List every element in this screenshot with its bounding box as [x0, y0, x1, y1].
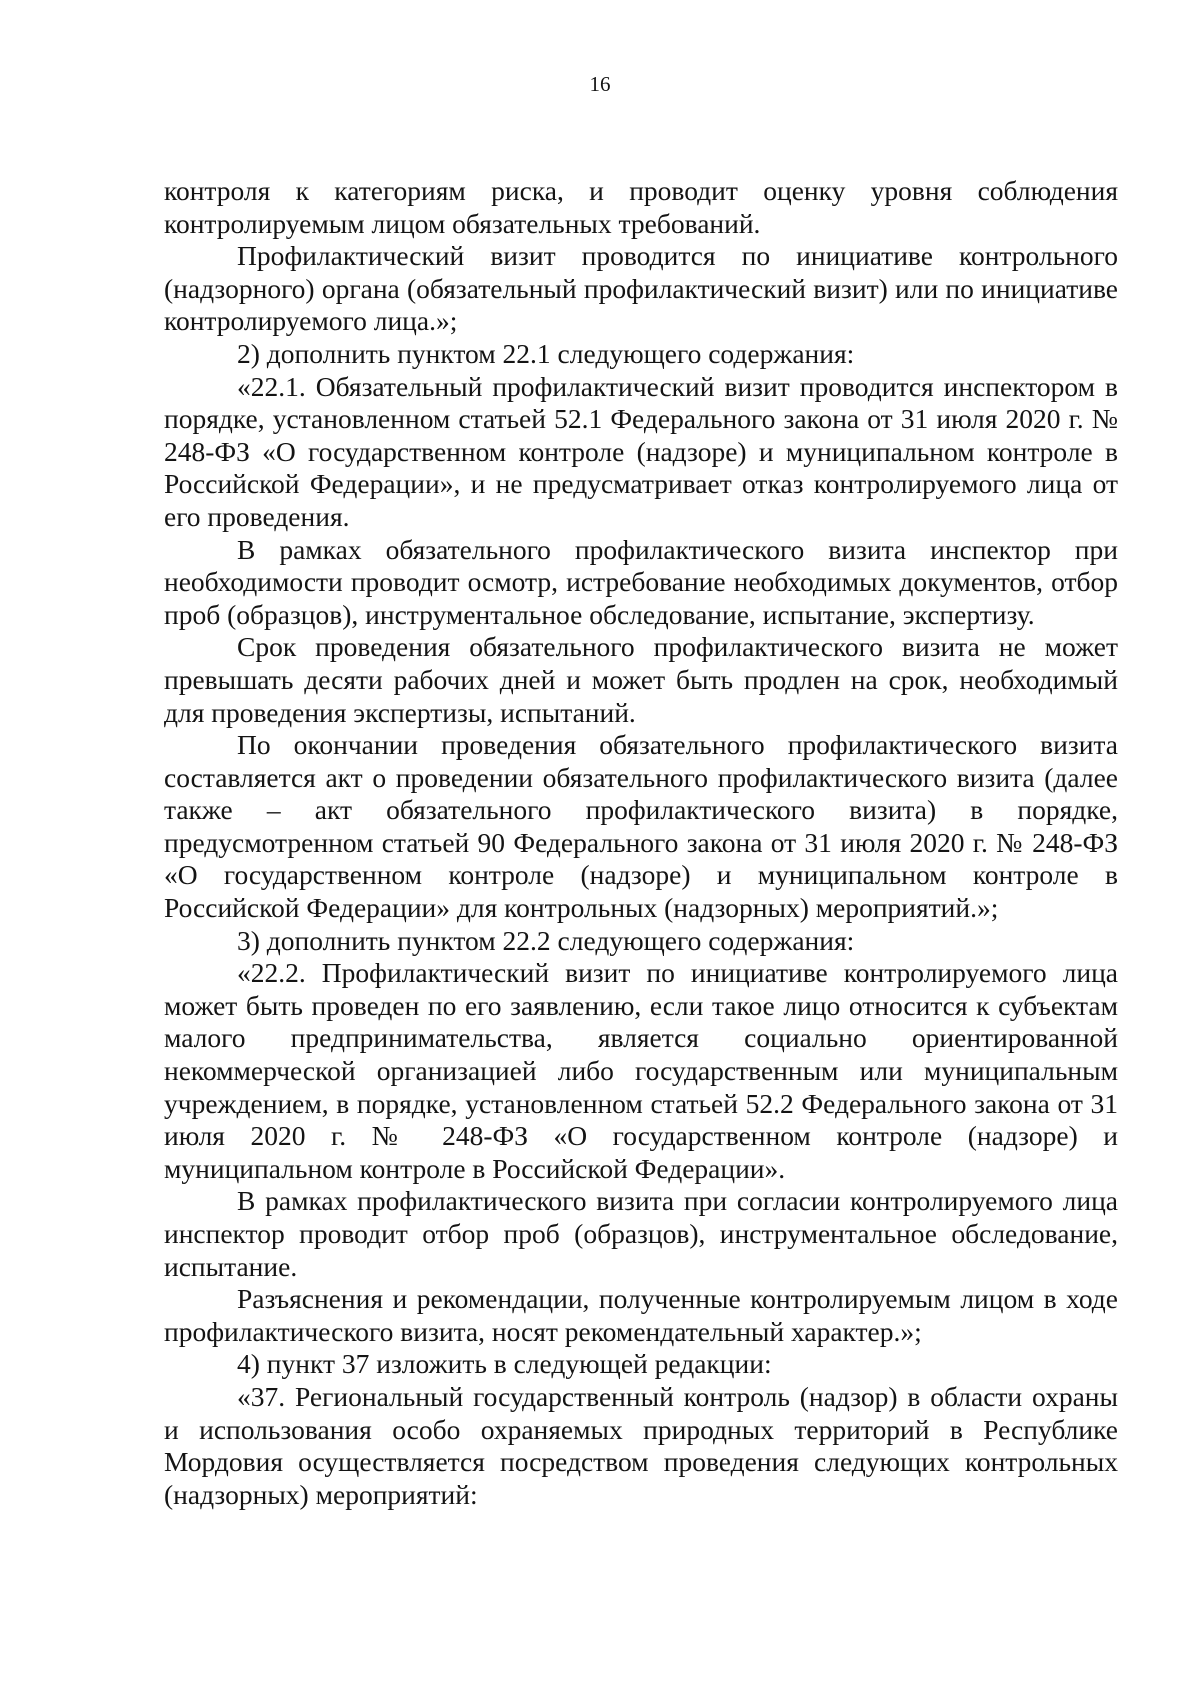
- paragraph-5: В рамках обязательного профилактического визита инспектор при необходимости проводит осмотр, истребование необходимых документов, отбор проб (образцов), инструментальное обследование, испытание, экспертизу.: [164, 533, 1118, 630]
- paragraph-10: В рамках профилактического визита при согласии контролируемого лица инспектор проводит отбор проб (образцов), инструментальное обследование, испытание.: [164, 1185, 1118, 1282]
- paragraph-1: контроля к категориям риска, и проводит оценку уровня соблюдения контролируемым лицом обязательных требований.: [164, 175, 1118, 239]
- paragraph-6: Срок проведения обязательного профилактического визита не может превышать десяти рабочих дней и может быть продлен на срок, необходимый для проведения экспертизы, испытаний.: [164, 631, 1118, 728]
- page-number: 16: [589, 72, 611, 96]
- paragraph-8: 3) дополнить пунктом 22.2 следующего содержания:: [237, 924, 855, 956]
- paragraph-13: «37. Региональный государственный контроль (надзор) в области охраны и использования особо охраняемых природных территорий в Республике Мордовия осуществляется посредством проведения следующих контрольных (надзорных) мероприятий:: [164, 1380, 1118, 1510]
- paragraph-4: «22.1. Обязательный профилактический визит проводится инспектором в порядке, установленном статьей 52.1 Федерального закона от 31 июля 2020 г. № 248-ФЗ «О государственном контроле (надзоре) и муниципальном контроле в Российской Федерации», и не предусматривает отказ контролируемого лица от его проведения.: [164, 370, 1118, 532]
- paragraph-12: 4) пункт 37 изложить в следующей редакции:: [237, 1348, 772, 1380]
- paragraph-2: Профилактический визит проводится по инициативе контрольного (надзорного) органа (обязательный профилактический визит) или по инициативе контролируемого лица.»;: [164, 240, 1118, 337]
- paragraph-9: «22.2. Профилактический визит по инициативе контролируемого лица может быть проведен по его заявлению, если такое лицо относится к субъектам малого предпринимательства, является социально ориентированной некоммерческой организацией либо государственным или муниципальным учреждением, в порядке, установленном статьей 52.2 Федерального закона от 31 июля 2020 г. № 248-ФЗ «О государственном контроле (надзоре) и муниципальном контроле в Российской Федерации».: [164, 957, 1118, 1184]
- paragraph-3: 2) дополнить пунктом 22.1 следующего содержания:: [237, 337, 855, 369]
- paragraph-7: По окончании проведения обязательного профилактического визита составляется акт о проведении обязательного профилактического визита (далее также – акт обязательного профилактического визита) в порядке, предусмотренном статьей 90 Федерального закона от 31 июля 2020 г. № 248-ФЗ «О государственном контроле (надзоре) и муниципальном контроле в Российской Федерации» для контрольных (надзорных) мероприятий.»;: [164, 729, 1118, 924]
- document-body: [164, 175, 1118, 1511]
- paragraph-11: Разъяснения и рекомендации, полученные контролируемым лицом в ходе профилактического визита, носят рекомендательный характер.»;: [164, 1283, 1118, 1347]
